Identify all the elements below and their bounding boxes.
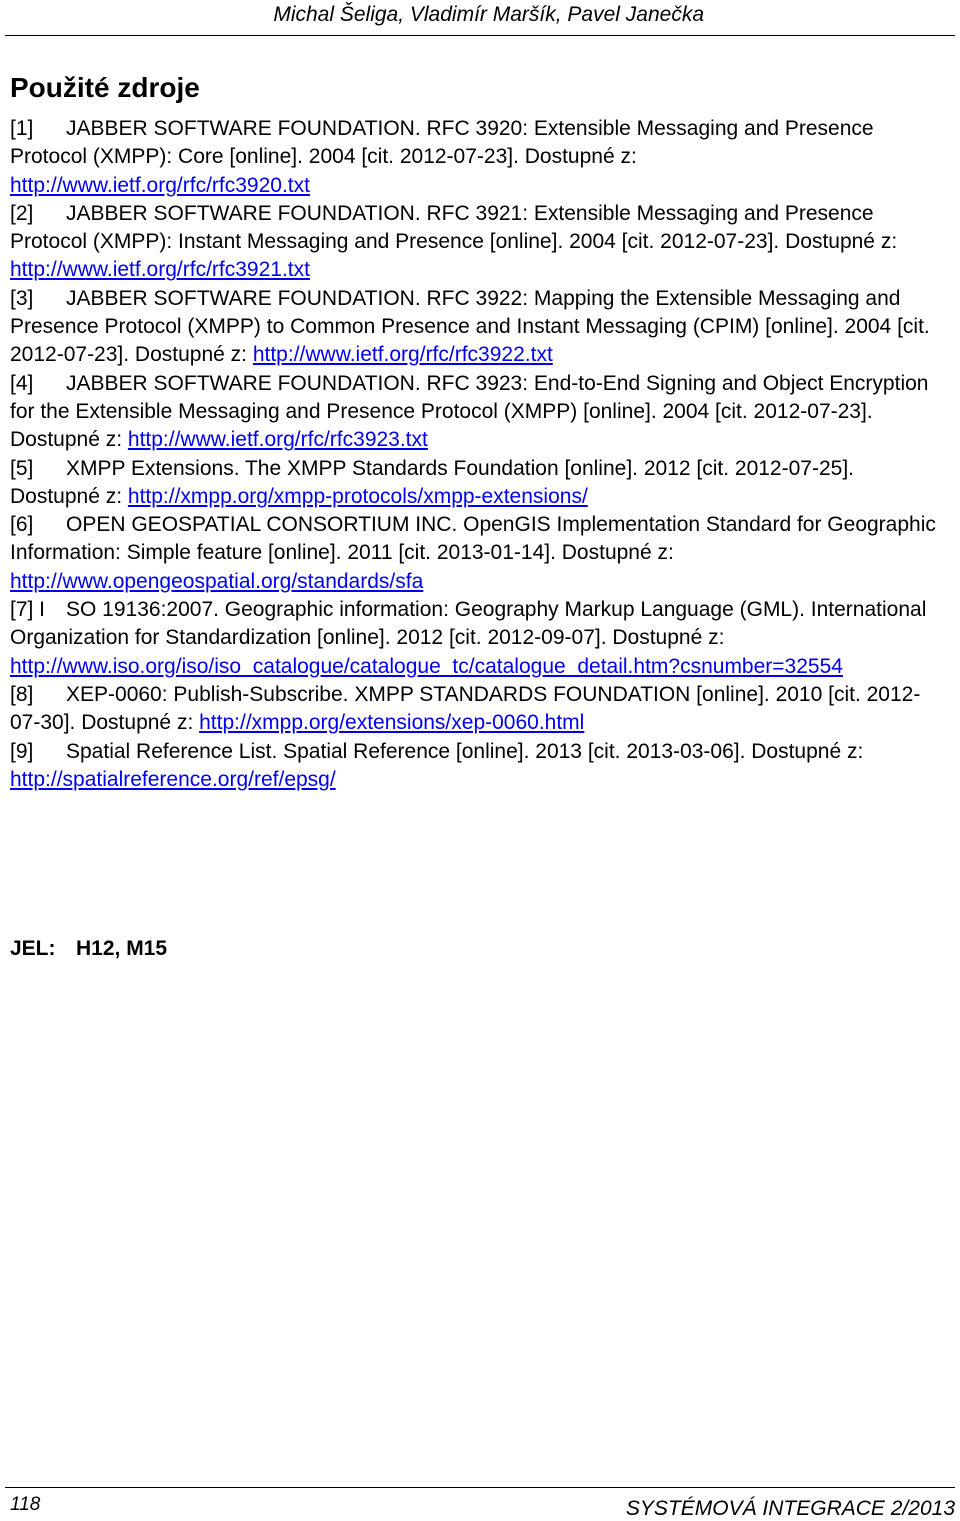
- reference-text: OPEN GEOSPATIAL CONSORTIUM INC. OpenGIS Implementation Standard for Geographic Information: Simple feature [online]. 2011 [cit. 2013-01-14]. Dostupné z:: [10, 513, 936, 565]
- reference-link[interactable]: http://www.ietf.org/rfc/rfc3921.txt: [10, 258, 310, 282]
- reference-link[interactable]: http://xmpp.org/extensions/xep-0060.html: [199, 711, 585, 735]
- reference-text: JABBER SOFTWARE FOUNDATION. RFC 3920: Extensible Messaging and Presence Protocol (XMPP): Core [online]. 2004 [cit. 2012-07-23]. Dostupné z:: [10, 117, 874, 169]
- reference-text: Spatial Reference List. Spatial Reference [online]. 2013 [cit. 2013-03-06]. Dostupné z:: [66, 739, 864, 763]
- reference-item: [10, 511, 940, 596]
- reference-number: [2]: [10, 201, 34, 225]
- reference-text: JABBER SOFTWARE FOUNDATION. RFC 3922: Mapping the Extensible Messaging and Presence Protocol (XMPP) to Common Presence and Instant Messaging (CPIM) [online]. 2004 [cit. 2012-07-23]. Dostupné z:: [10, 286, 930, 367]
- reference-number: [5]: [10, 456, 34, 480]
- reference-text: JABBER SOFTWARE FOUNDATION. RFC 3923: End-to-End Signing and Object Encryption for the Extensible Messaging and Presence Protocol (XMPP) [online]. 2004 [cit. 2012-07-23]. Dostupné z:: [10, 371, 929, 452]
- reference-item: [10, 455, 940, 512]
- jel-label: JEL:: [10, 937, 56, 960]
- reference-item: [10, 681, 940, 738]
- reference-item: [10, 200, 940, 285]
- reference-item: [10, 596, 940, 681]
- reference-link[interactable]: http://www.ietf.org/rfc/rfc3923.txt: [127, 428, 428, 452]
- reference-number: [4]: [10, 371, 34, 395]
- jel-classification: [10, 935, 167, 963]
- reference-item: [10, 370, 940, 455]
- section-title: Použité zdroje: [10, 72, 200, 103]
- reference-list: [10, 115, 940, 794]
- jel-codes: H12, M15: [76, 937, 168, 960]
- reference-number: [6]: [10, 513, 34, 537]
- reference-text: XMPP Extensions. The XMPP Standards Foundation [online]. 2012 [cit. 2012-07-25]. Dostupné z:: [10, 456, 854, 508]
- reference-text: JABBER SOFTWARE FOUNDATION. RFC 3921: Extensible Messaging and Presence Protocol (XMPP): Instant Messaging and Presence [online]. 2004 [cit. 2012-07-23]. Dostupné z:: [10, 201, 898, 254]
- reference-link[interactable]: http://www.iso.org/iso/iso_catalogue/catalogue_tc/catalogue_detail.htm?csnumber=32554: [10, 654, 843, 678]
- reference-link[interactable]: http://xmpp.org/xmpp-protocols/xmpp-extensions/: [127, 484, 588, 508]
- reference-link[interactable]: http://spatialreference.org/ref/epsg/: [10, 767, 336, 791]
- footer-divider: [5, 1487, 955, 1488]
- page-number: 118: [10, 1494, 41, 1515]
- reference-number: [9]: [10, 739, 34, 763]
- header-divider: [5, 35, 955, 36]
- reference-number: [3]: [10, 286, 34, 310]
- reference-item: [10, 738, 940, 795]
- reference-number: [8]: [10, 682, 34, 706]
- reference-link[interactable]: http://www.opengeospatial.org/standards/sfa: [10, 569, 424, 593]
- journal-name: SYSTÉMOVÁ INTEGRACE 2/2013: [625, 1497, 955, 1520]
- reference-text: XEP-0060: Publish-Subscribe. XMPP STANDARDS FOUNDATION [online]. 2010 [cit. 2012-07-30]. Dostupné z:: [10, 682, 921, 735]
- reference-item: [10, 115, 940, 200]
- reference-link[interactable]: http://www.ietf.org/rfc/rfc3922.txt: [252, 343, 553, 367]
- running-header-authors: Michal Šeliga, Vladimír Maršík, Pavel Janečka: [273, 3, 704, 26]
- reference-number: [1]: [10, 117, 34, 140]
- reference-link[interactable]: http://www.ietf.org/rfc/rfc3920.txt: [10, 173, 310, 197]
- reference-item: [10, 285, 940, 370]
- reference-text: SO 19136:2007. Geographic information: Geography Markup Language (GML). International Organization for Standardization [online]. 2012 [cit. 2012-09-07]. Dostupné z:: [10, 598, 927, 650]
- reference-number: [7] I: [10, 598, 46, 622]
